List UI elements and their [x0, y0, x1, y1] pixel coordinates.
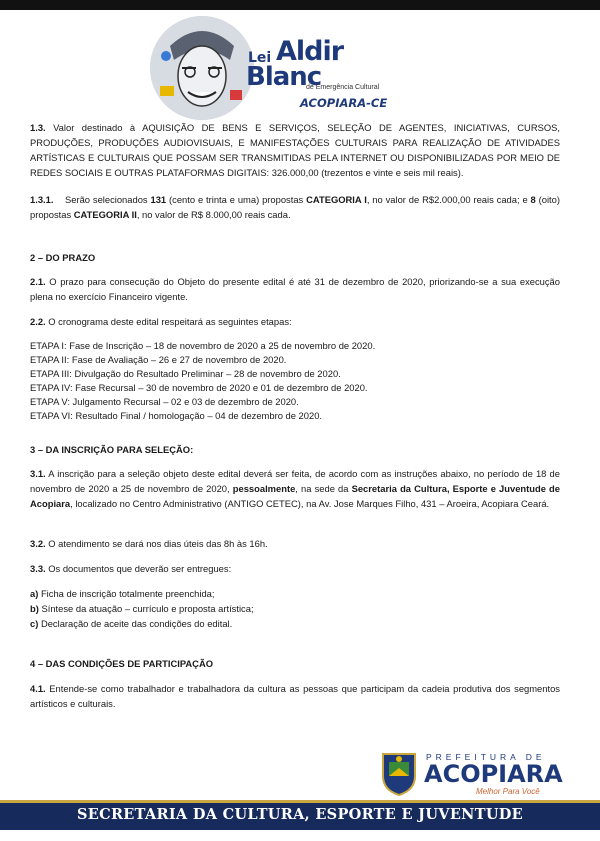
category-label: CATEGORIA I — [306, 194, 367, 205]
document-item — [30, 586, 214, 601]
top-border — [0, 0, 600, 10]
etapa-item: ETAPA III: Divulgação do Resultado Preliminar – 28 de novembro de 2020. — [30, 368, 341, 379]
prefeitura-acopiara-logo — [380, 750, 563, 800]
logo-city: ACOPIARA-CE — [300, 96, 388, 110]
item-key: a) — [30, 588, 39, 599]
clause-text: (oito) propostas — [30, 194, 561, 220]
etapa-item: ETAPA IV: Fase Recursal – 30 de novembro de 2020 e 01 de dezembro de 2020. — [30, 382, 368, 393]
logo-lei: Lei — [248, 50, 272, 66]
prefeitura-label: PREFEITURA DE — [426, 752, 546, 762]
coat-of-arms-icon — [380, 750, 418, 796]
clause-text: A inscrição para a seleção objeto deste edital deverá ser feita, de acordo com as instruções abaixo, no período de 18 de novembro de 2020 a 25 de novembro de 2020, — [30, 468, 560, 494]
item-text: Ficha de inscrição totalmente preenchida; — [38, 588, 215, 599]
item-text: Declaração de aceite das condições do edital. — [38, 618, 233, 629]
clause-4-1 — [30, 681, 560, 711]
item-key: c) — [30, 618, 39, 629]
city-name: ACOPIARA — [424, 760, 563, 788]
portrait-illustration — [150, 16, 254, 120]
footer-bar — [0, 800, 600, 830]
clause-number: 2.1. — [30, 276, 46, 287]
document-item — [30, 601, 254, 616]
footer-gold-stripe — [0, 800, 600, 803]
clause-number: 3.3. — [30, 563, 46, 574]
clause-text: , no valor de R$2.000,00 reais cada; e — [366, 194, 531, 205]
bold-term: pessoalmente — [232, 483, 296, 494]
clause-number: 2.2. — [30, 316, 46, 327]
logo-aldir: Aldir — [276, 36, 344, 67]
heading-prazo: 2 – DO PRAZO — [30, 252, 96, 263]
clause-text: (cento e trinta e uma) propostas — [166, 194, 307, 205]
slogan: Melhor Para Você — [476, 787, 540, 796]
clause-2-1 — [30, 274, 560, 304]
logo-subtitle: de Emergência Cultural — [306, 84, 380, 91]
clause-number: 3.2. — [30, 538, 46, 549]
clause-text: Entende-se como trabalhador e trabalhadora da cultura as pessoas que participam da cadeia produtiva dos segmentos artísticos e culturais. — [30, 683, 560, 709]
category-label: CATEGORIA II — [73, 209, 137, 220]
clause-text: , no valor de R$ 8.000,00 reais cada. — [136, 209, 291, 220]
clause-3-3 — [30, 561, 560, 576]
footer-secretaria-title: SECRETARIA DA CULTURA, ESPORTE E JUVENTUDE — [76, 806, 523, 823]
clause-number: 4.1. — [30, 683, 46, 694]
clause-number: 3.1. — [30, 468, 46, 479]
etapa-item: ETAPA VI: Resultado Final / homologação – 04 de dezembro de 2020. — [30, 410, 323, 421]
clause-3-2 — [30, 536, 560, 551]
clause-text: Valor destinado à AQUISIÇÃO DE BENS E SERVIÇOS, SELEÇÃO DE AGENTES, INICIATIVAS, CURSOS, PRODUÇÕES, PRODUÇÕES AUDIOVISUAIS, E MANIFESTAÇÕES CULTURAIS PARA REALIZAÇÃO DE ATIVIDADES ARTÍSTICAS E CULTURAIS QUE POSSAM SER TRANSMITIDAS PELA INTERNET OU DISPONIBILIZADAS POR MEIO DE REDES SOCIAIS E OUTRAS PLATAFORMAS DIGITAIS: 326.000,00 (trezentos e vinte e seis mil reais). — [30, 122, 560, 178]
clause-text: O prazo para consecução do Objeto do presente edital é até 31 de dezembro de 2020, priorizando-se a sua execução plena no exercício Financeiro vigente. — [30, 276, 560, 302]
item-key: b) — [30, 603, 39, 614]
clause-1-3-1 — [30, 192, 560, 222]
document-item — [30, 616, 232, 631]
clause-text: O cronograma deste edital respeitará as seguintes etapas: — [45, 316, 292, 327]
logo-blanc: Blanc — [246, 62, 322, 92]
lei-aldir-blanc-logo — [150, 14, 400, 124]
clause-text: Serão selecionados — [64, 194, 151, 205]
clause-1-3 — [30, 120, 560, 180]
etapa-item: ETAPA II: Fase de Avaliação – 26 e 27 de novembro de 2020. — [30, 354, 287, 365]
heading-inscricao: 3 – DA INSCRIÇÃO PARA SELEÇÃO: — [30, 444, 194, 455]
clause-text: Os documentos que deverão ser entregues: — [45, 563, 232, 574]
bold-count: 8 — [530, 194, 536, 205]
clause-3-1 — [30, 466, 560, 511]
etapa-item: ETAPA V: Julgamento Recursal – 02 e 03 de dezembro de 2020. — [30, 396, 299, 407]
item-text: Síntese da atuação – currículo e proposta artística; — [38, 603, 254, 614]
clause-number: 1.3.1. — [30, 194, 54, 205]
heading-condicoes: 4 – DAS CONDIÇÕES DE PARTICIPAÇÃO — [30, 658, 214, 669]
clause-text: O atendimento se dará nos dias úteis das 8h às 16h. — [45, 538, 268, 549]
clause-text: , localizado no Centro Administrativo (ANTIGO CETEC), na Av. Jose Marques Filho, 431 – Aroeira, Acopiara Ceará. — [70, 498, 550, 509]
bold-term: Secretaria da Cultura, Esporte e Juventude de Acopiara — [30, 483, 560, 509]
clause-2-2 — [30, 314, 560, 329]
etapa-item: ETAPA I: Fase de Inscrição – 18 de novembro de 2020 a 25 de novembro de 2020. — [30, 340, 376, 351]
clause-text: , na sede da — [295, 483, 352, 494]
clause-number: 1.3. — [30, 122, 46, 133]
bold-count: 131 — [150, 194, 167, 205]
